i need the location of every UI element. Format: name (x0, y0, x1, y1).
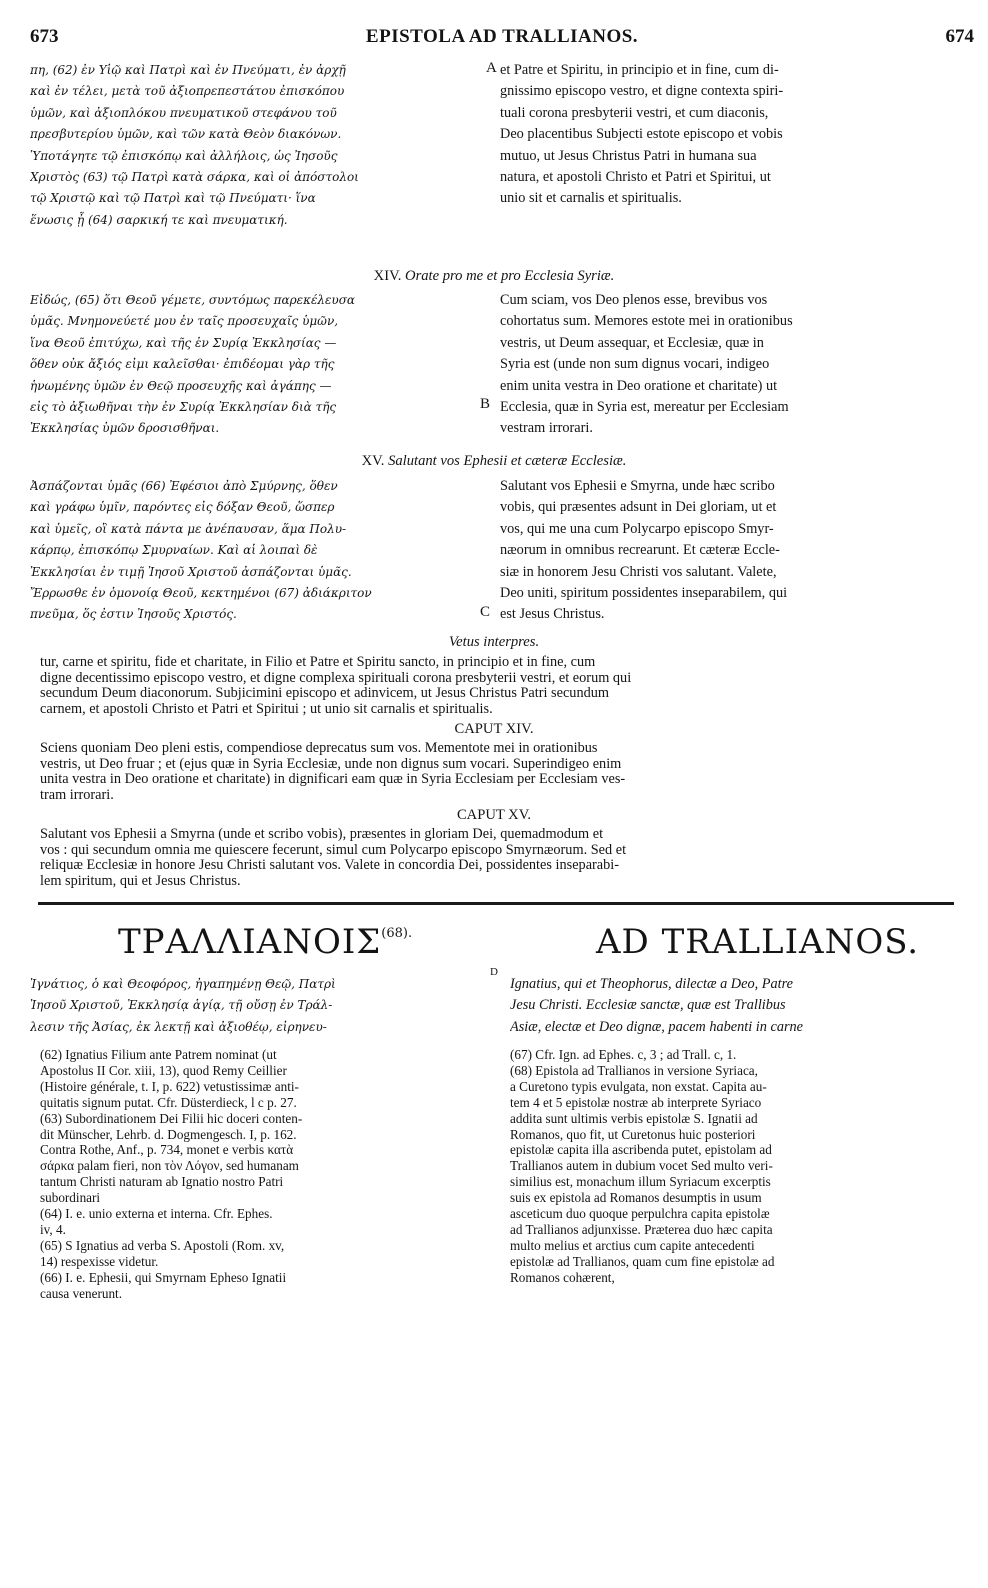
footnote-line: quitatis signum putat. Cfr. Düsterdieck, l c p. 27. (40, 1094, 297, 1110)
latin-line: gnissimo episcopo vestro, et digne contexta spiri- (500, 83, 784, 100)
greek-line: ὑμῶν, καὶ ἀξιοπλόκου πνευματικοῦ στεφάνου τοῦ (30, 105, 337, 120)
footnote-line: dit Münscher, Lehrb. d. Dogmengesch. I, p. 162. (40, 1126, 297, 1142)
greek-line: καὶ ὑμεῖς, οἳ κατὰ πάντα με ἀνέπαυσαν, ἅμα Πολυ- (30, 521, 347, 536)
vetus-paragraph-2 (40, 741, 960, 804)
latin-epistle-title: AD TRALLIANOS. (596, 922, 920, 962)
latin-line: vobis, qui præsentes adsunt in Dei gloriam, ut et (500, 499, 777, 516)
greek-line: εἰς τὸ ἀξιωθῆναι τὴν ἐν Συρίᾳ Ἐκκλησίαν διὰ τῆς (30, 400, 337, 415)
greek-epistle-title-text: ΤΡΑΛΛΙΑΝΟΙΣ (118, 922, 382, 962)
greek-epistle-title-note: (68). (381, 926, 413, 941)
latin-line: unio sit et carnalis et spiritualis. (500, 190, 682, 207)
latin-line: est Jesus Christus. (500, 606, 605, 623)
footnote-line: iv, 4. (40, 1221, 66, 1237)
footnote-line: (Histoire générale, t. I, p. 622) vetustissimæ anti- (40, 1078, 299, 1094)
running-title: EPISTOLA AD TRALLIANOS. (365, 26, 639, 47)
latin-line: Ecclesia, quæ in Syria est, mereatur per Ecclesiam (500, 399, 789, 416)
latin-line: Salutant vos Ephesii e Smyrna, unde hæc scribo (500, 478, 775, 494)
footnote-line: multo melius et arctius cum capite antecedenti (510, 1237, 755, 1253)
greek-line: λεσιν τῆς Ἀσίας, ἐκ λεκτῇ καὶ ἀξιοθέῳ, εἰρηνευ- (30, 1019, 327, 1034)
greek-line: καὶ γράφω ὑμῖν, παρόντες εἰς δόξαν Θεοῦ, ὥσπερ (30, 500, 335, 515)
footnote-line: suis ex epistola ad Romanos desumptis in usum (510, 1190, 762, 1206)
section-divider (38, 902, 954, 905)
footnote-line: tem 4 et 5 epistolæ nostræ ab interprete Syriaco (510, 1094, 762, 1110)
vetus-line: tram irrorari. (40, 787, 114, 804)
footnote-line: (64) I. e. unio externa et interna. Cfr. Ephes. (40, 1206, 273, 1222)
greek-line: πνεῦμα, ὅς ἐστιν Ἰησοῦς Χριστός. (30, 607, 237, 622)
vetus-line: vestris, ut Deo fruar ; et (ejus quæ in Syria Ecclesiæ, unde non dignus sum vocari. Superindigeo enim (40, 755, 622, 772)
latin-line: Deo uniti, spiritum possidentes inseparabilem, qui (500, 585, 788, 602)
greek-line: ἕνωσις ᾖ (64) σαρκική τε καὶ πνευματική. (30, 212, 288, 227)
latin-line: vos, qui me una cum Polycarpo episcopo Smyr- (500, 520, 774, 537)
greek-line: Χριστὸς (63) τῷ Πατρὶ κατὰ σάρκα, καὶ οἱ ἀπόστολοι (30, 170, 359, 185)
margin-letter-c: C (480, 604, 491, 620)
footnote-line: addita sunt ultimis verbis epistolæ S. Ignatii ad (510, 1110, 758, 1126)
footnote-line: 14) respexisse videtur. (40, 1253, 159, 1269)
vetus-line: vos : qui secundum omnia me quiescere fecerunt, simul cum Polycarpo episcopo Smyrnæorum. Sed et (40, 841, 627, 858)
footnote-line: causa venerunt. (40, 1285, 123, 1301)
page-number-right: 674 (945, 26, 974, 47)
greek-line: Ὑποτάγητε τῷ ἐπισκόπῳ καὶ ἀλλήλοις, ὡς Ἰησοῦς (30, 148, 338, 163)
latin-line: Ignatius, qui et Theophorus, dilectæ a Deo, Patre (510, 976, 793, 992)
footnote-line: (67) Cfr. Ign. ad Ephes. c, 3 ; ad Trall. c, 1. (510, 1047, 737, 1062)
greek-intro (30, 974, 486, 1038)
greek-line: ἵνα Θεοῦ ἐπιτύχω, καὶ τῆς ἐν Συρίᾳ Ἐκκλησίας — (30, 335, 337, 350)
latin-line: tuali corona presbyterii vestri, et cum diaconis, (500, 104, 769, 121)
footnote-line: tantum Christi naturam ab Ignatio nostro Patri (40, 1174, 284, 1190)
caput-xv-heading: CAPUT XV. (456, 807, 532, 823)
latin-line: mutuo, ut Jesus Christus Patri in humana sua (500, 147, 757, 164)
latin-line: Cum sciam, vos Deo plenos esse, brevibus vos (500, 292, 768, 308)
greek-line: Ἰησοῦ Χριστοῦ, Ἐκκλησίᾳ ἁγίᾳ, τῇ οὔσῃ ἐν Τράλ- (30, 998, 333, 1013)
vetus-line: tur, carne et spiritu, fide et charitate, in Filio et Patre et Spiritu sancto, in principio et in fine, cum (40, 655, 596, 670)
vetus-line: digne decentissimo episcopo vestro, et digne complexa spirituali corona presbyterii vestri, et eorum qui (40, 669, 632, 686)
footnote-line: σάρκα palam fieri, non τὸν Λόγον, sed humanam (40, 1158, 299, 1174)
greek-line: κάρπῳ, ἐπισκόπῳ Σμυρναίων. Καὶ αἱ λοιπαὶ δὲ (30, 543, 318, 558)
footnote-line: ad Trallianos adjunxisse. Præterea duo hæc capita (510, 1221, 773, 1237)
margin-letter-b: B (480, 396, 491, 412)
footnote-line: Apostolus II Cor. xiii, 13), quod Remy Ceillier (40, 1062, 287, 1078)
vetus-interpres-title: Vetus interpres. (448, 634, 540, 650)
footnote-line: Romanos cohærent, (510, 1269, 615, 1285)
greek-line: πρεσβυτερίου ὑμῶν, καὶ τῶν κατὰ Θεὸν διακόνων. (30, 127, 342, 142)
vetus-line: reliquæ Ecclesiæ in honore Jesu Christi salutant vos. Valete in concordia Dei, possidentes inseparabi- (40, 857, 620, 874)
greek-line: καὶ ἐν τέλει, μετὰ τοῦ ἀξιοπρεπεστάτου ἐπισκόπου (30, 84, 345, 99)
latin-intro (510, 974, 962, 1038)
greek-text-1 (30, 60, 486, 231)
greek-line: ὅθεν οὐκ ἄξιός εἰμι καλεῖσθαι· ἐπιδέομαι γὰρ τῆς (30, 357, 335, 372)
margin-letter-d: D (490, 966, 498, 978)
caput-xiv-heading: CAPUT XIV. (454, 721, 534, 737)
latin-line: Syria est (unde non sum dignus vocari, indigeo (500, 356, 770, 373)
vetus-line: Sciens quoniam Deo pleni estis, compendiose deprecatus sum vos. Mementote mei in orationibus (40, 741, 598, 756)
latin-line: siæ in honorem Jesu Christi vos salutant. Valete, (500, 563, 777, 580)
footnote-line: (62) Ignatius Filium ante Patrem nominat (ut (40, 1047, 277, 1062)
greek-text-3 (30, 476, 486, 626)
footnote-line: (65) S Ignatius ad verba S. Apostoli (Rom. xv, (40, 1237, 285, 1253)
footnote-line: epistolæ ad Trallianos, quam cum fine epistolæ ad (510, 1253, 775, 1269)
latin-text-1 (500, 60, 962, 210)
page-number-left: 673 (30, 26, 59, 47)
greek-line: Ἐκκλησίαι ἐν τιμῇ Ἰησοῦ Χριστοῦ ἀσπάζονται ὑμᾶς. (30, 564, 352, 579)
footnotes-right (510, 1047, 962, 1286)
greek-line: Ἐκκλησίας ὑμῶν δροσισθῆναι. (30, 421, 220, 436)
greek-line: Ἰγνάτιος, ὁ καὶ Θεοφόρος, ἠγαπημένῃ Θεῷ, Πατρὶ (30, 977, 336, 991)
vetus-line: lem spiritum, qui et Jesus Christus. (40, 873, 241, 890)
greek-line: Εἰδώς, (65) ὅτι Θεοῦ γέμετε, συντόμως παρεκέλευσα (30, 293, 356, 307)
vetus-paragraph-3 (40, 827, 960, 890)
footnote-line: (66) I. e. Ephesii, qui Smyrnam Epheso Ignatii (40, 1269, 287, 1285)
greek-line: τῷ Χριστῷ καὶ τῷ Πατρὶ καὶ τῷ Πνεύματι· ἵνα (30, 191, 316, 206)
footnote-line: epistolæ capita illa ascribenda putet, epistolam ad (510, 1142, 772, 1158)
greek-line: ἡνωμένης ὑμῶν ἐν Θεῷ προσευχῆς καὶ ἀγάπης — (30, 378, 332, 393)
running-header (30, 26, 974, 52)
latin-line: næorum in omnibus recrearunt. Et cæteræ Eccle- (500, 542, 780, 559)
footnote-line: Trallianos autem in dubium vocet Sed multo veri- (510, 1158, 773, 1174)
footnote-line: subordinari (40, 1190, 101, 1206)
greek-text-2 (30, 290, 486, 440)
greek-line: πη, (62) ἐν Υἱῷ καὶ Πατρὶ καὶ ἐν Πνεύματι, ἐν ἀρχῇ (30, 63, 346, 77)
footnote-line: asceticum duo quoque perpulchra capita epistolæ (510, 1206, 770, 1222)
latin-text-2 (500, 290, 962, 440)
greek-epistle-title (118, 922, 412, 962)
latin-line: Deo placentibus Subjecti estote episcopo et vobis (500, 126, 783, 143)
footnote-line: (68) Epistola ad Trallianos in versione Syriaca, (510, 1062, 758, 1078)
latin-line: vestris, ut Deum assequar, et Ecclesiæ, quæ in (500, 334, 764, 351)
footnote-line: (63) Subordinationem Dei Filii hic doceri conten- (40, 1110, 303, 1126)
heading-xv (0, 453, 988, 470)
greek-line: Ἔρρωσθε ἐν ὁμονοίᾳ Θεοῦ, κεκτημένοι (67) ἀδιάκριτον (30, 586, 372, 601)
latin-line: enim unita vestra in Deo oratione et charitate) ut (500, 377, 778, 394)
vetus-line: carnem, et apostoli Christo et Patri et Spiritui ; ut unio sit carnalis et spiritualis. (40, 701, 493, 718)
footnote-line: similius est, monachum illum Syriacum excerptis (510, 1174, 771, 1190)
heading-xiv-number: XIV. (373, 268, 406, 284)
footnotes-left (40, 1047, 476, 1302)
vetus-line: secundum Deum diaconorum. Subjicimini episcopo et adinvicem, ut Jesus Christus Patri secundum (40, 685, 610, 702)
latin-line: natura, et apostoli Christo et Patri et Spiritui, ut (500, 169, 771, 186)
vetus-line: unita vestra in Deo oratione et charitate) in dignificari eam quæ in Syria Ecclesiam per Ecclesiam ves- (40, 771, 626, 788)
latin-line: Jesu Christi. Ecclesiæ sanctæ, quæ est Trallibus (510, 997, 786, 1014)
latin-line: et Patre et Spiritu, in principio et in fine, cum di- (500, 62, 779, 78)
footnote-line: a Curetono typis evulgata, non exstat. Capita au- (510, 1078, 767, 1094)
margin-letter-a: A (486, 60, 497, 76)
footnote-line: Romanos, quo fit, ut Curetonus huic posteriori (510, 1126, 756, 1142)
latin-line: Asiæ, electæ et Deo dignæ, pacem habenti in carne (510, 1018, 804, 1035)
heading-xiv-text: Orate pro me et pro Ecclesia Syriæ. (405, 268, 615, 284)
heading-xv-number: XV. (361, 453, 389, 469)
latin-line: vestram irrorari. (500, 420, 593, 437)
vetus-line: Salutant vos Ephesii a Smyrna (unde et scribo vobis), præsentes in gloriam Dei, quemadmodum et (40, 827, 604, 842)
latin-text-3 (500, 476, 962, 626)
footnote-line: Contra Rothe, Anf., p. 734, monet e verbis κατὰ (40, 1142, 294, 1158)
vetus-paragraph-1 (40, 655, 960, 718)
greek-line: ὑμᾶς. Μνημονεύετέ μου ἐν ταῖς προσευχαῖς ὑμῶν, (30, 314, 339, 329)
heading-xv-text: Salutant vos Ephesii et cæteræ Ecclesiæ. (388, 453, 627, 469)
heading-xiv (0, 268, 988, 285)
latin-line: cohortatus sum. Memores estote mei in orationibus (500, 313, 793, 330)
greek-line: Ἀσπάζονται ὑμᾶς (66) Ἐφέσιοι ἀπὸ Σμύρνης, ὅθεν (30, 479, 338, 493)
